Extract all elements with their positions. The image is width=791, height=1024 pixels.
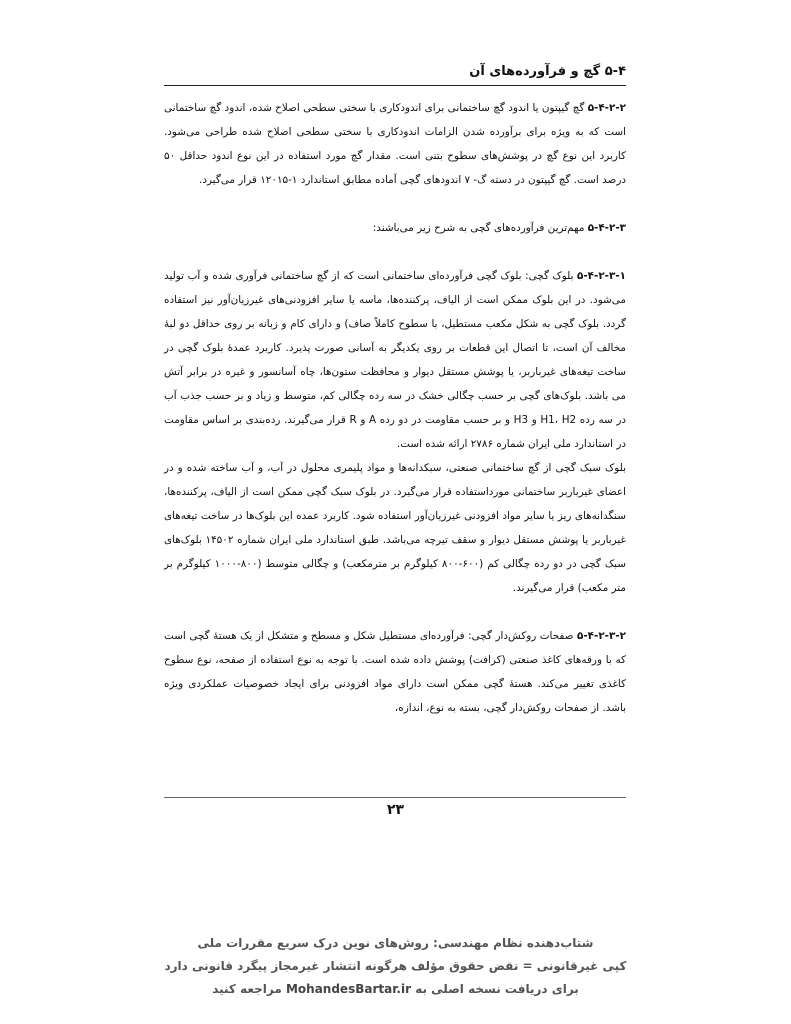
watermark-line-1: شتاب‌دهنده نظام مهندسی: روش‌های نوین درک سریع مقررات ملی [197, 936, 594, 950]
paragraph-text: بلوک گچی: بلوک گچی فرآورده‌ای ساختمانی است که از گچ ساختمانی فرآوری شده و آب تولید می‌شود. در این بلوک ممکن است از الیاف، پرکننده‌ها، ماسه یا سایر افزودنی‌های غیرزیان‌آور نیز استفاده گردد. بلوک گچی به شکل مکعب مستطیل، با سطوح کاملاً صاف) و دارای کام و زبانه بر روی حداقل دو لبهٔ مخالف آن است، تا اتصال این قطعات بر روی یکدیگر به آسانی صورت پذیرد. کاربرد عمدهٔ بلوک گچی در ساخت تیغه‌های غیرباربر، یا پوشش مستقل دیوار و محافظت ستون‌ها، چاه آسانسور و غیره در برابر آتش می باشد. بلوک‌های گچی بر حسب چگالی خشک در سه رده چگالی کم، متوسط و زیاد و بر حسب جذب آب در سه رده H1، H2 و H3 و بر حسب مقاومت در دو رده A و R قرار می‌گیرند. رده‌بندی بر اساس مقاومت در استاندارد ملی ایران شماره ۲۷۸۶ ارائه شده است. [164, 270, 627, 450]
watermark-line-2: کپی غیرقانونی = نقض حقوق مؤلف هرگونه انتشار غیرمجاز پیگرد قانونی دارد [164, 959, 627, 973]
paragraph-text: گچ گیپتون یا اندود گچ ساختمانی برای اندودکاری با سختی سطحی اصلاح شده، اندود گچ ساختمانی است که به ویژه برای برآورده شدن الزامات اندودکاری با سختی سطحی اصلاح شده طراحی می‌شود. کاربرد این نوع گچ در پوشش‌های سطوح بتنی است. مقدار گچ مورد استفاده در این نوع اندود حداقل ۵۰ درصد است. گچ گیپتون در دسته گ- ۷ اندودهای گچی آماده مطابق استاندارد ۱-۱۲۰۱۵ قرار می‌گیرد. [164, 102, 626, 186]
watermark-prefix: برای دریافت نسخه اصلی به [411, 982, 579, 996]
footer-divider [164, 797, 626, 798]
section-number: ۵-۴-۲-۳-۲ [577, 630, 626, 642]
paragraph-text: صفحات روکش‌دار گچی: فرآورده‌ای مستطیل شکل و مسطح و متشکل از یک هستهٔ گچی است که با ورقه‌های کاغذ صنعتی (کرافت) پوشش داده شده است. با توجه به نوع استفاده از صفحه، نوع سطوح کاغذی تغییر می‌کند. هستهٔ گچی ممکن است دارای مواد افزودنی برای ایجاد خصوصیات عملکردی ویژه باشد. از صفحات روکش‌دار گچی، بسته به نوع، اندازه، [164, 630, 626, 714]
paragraph-5-4-2-3-2 [164, 624, 626, 720]
paragraph-text: مهم‌ترین فرآورده‌های گچی به شرح زیر می‌باشند: [372, 222, 588, 234]
spacer [164, 192, 626, 216]
section-number: ۵-۴-۲-۲ [587, 102, 626, 114]
document-page [164, 64, 626, 720]
spacer [164, 600, 626, 624]
paragraph-lightweight-block [164, 456, 626, 600]
section-number: ۵-۴-۲-۳-۱ [577, 270, 626, 282]
watermark [120, 932, 671, 1001]
paragraph-5-4-2-2 [164, 96, 626, 192]
section-number: ۵-۴-۲-۳ [587, 222, 626, 234]
chapter-header: ۵-۴ گچ و فرآورده‌های آن [164, 64, 626, 86]
page-number: ۲۳ [386, 802, 405, 818]
watermark-brand-link[interactable]: MohandesBartar.ir [285, 982, 412, 996]
spacer [164, 240, 626, 264]
paragraph-5-4-2-3 [164, 216, 626, 240]
watermark-suffix: مراجعه کنید [212, 982, 286, 996]
paragraph-5-4-2-3-1 [164, 264, 626, 456]
paragraph-text: بلوک سبک گچی از گچ ساختمانی صنعتی، سبکدانه‌ها و مواد پلیمری محلول در آب، و آب ساخته شده و در اعضای غیرباربر ساختمانی مورداستفاده قرار می‌گیرد. در بلوک سبک گچی ممکن است از الیاف، پرکننده‌ها، سنگدانه‌های ریز یا سایر مواد افزودنی غیرزیان‌آور استفاده شود. کاربرد عمده این بلوک‌ها در ساخت تیغه‌های غیرباربر یا پوشش مستقل دیوار و سقف تیرچه می‌باشد. طبق استاندارد ملی ایران شماره ۱۴۵۰۲ بلوک‌های سبک گچی در دو رده چگالی کم (۶۰۰-۸۰۰ کیلوگرم بر مترمکعب) و چگالی متوسط (۸۰۰-۱۰۰۰ کیلوگرم بر متر مکعب) قرار می‌گیرند. [164, 462, 627, 594]
watermark-line-3 [120, 978, 671, 1001]
